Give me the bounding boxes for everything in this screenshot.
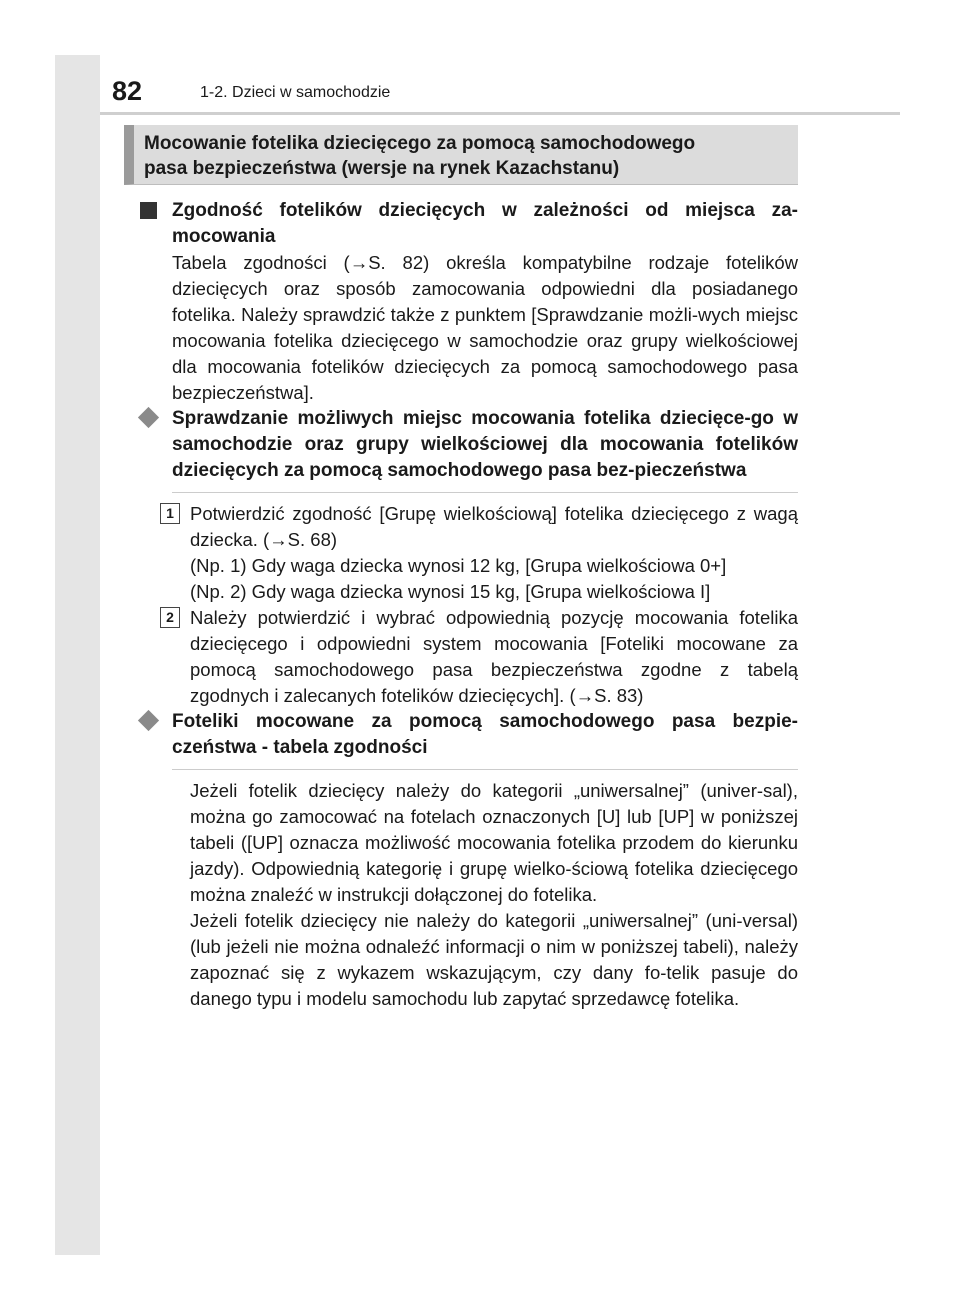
check-heading-text: Sprawdzanie możliwych miejsc mocowania fotelika dziecięce-go w samochodzie oraz grupy wielkościowej dla mocowania fotelików dziecięcych za pomocą samochodowego pasa bez-pieczeństwa — [172, 408, 798, 481]
section-title-line1: Mocowanie fotelika dziecięcego za pomocą samochodowego — [144, 133, 696, 154]
subsection-heading — [140, 198, 798, 250]
example-1: (Np. 1) Gdy waga dziecka wynosi 12 kg, [Grupa wielkościowa 0+] — [190, 555, 727, 576]
step-number-badge: 2 — [160, 607, 180, 628]
step-2 — [140, 605, 798, 709]
step-1 — [140, 501, 798, 553]
diamond-bullet-icon — [138, 407, 159, 428]
paragraph-non-universal: Jeżeli fotelik dziecięcy nie należy do kategorii „uniwersalnej” (uni-versal) (lub jeżeli nie można odnaleźć informacji o nim w poniższej tabeli), należy zapoznać się z wykazem wskazującym, czy dany fo-telik pasuje do danego typu i modelu samochodu lub zapytać sprzedawcę fotelika. — [190, 910, 798, 1009]
step-number-badge: 1 — [160, 503, 180, 524]
check-heading-rule — [172, 492, 798, 493]
step-text: Należy potwierdzić i wybrać odpowiednią pozycję mocowania fotelika dziecięcego i odpowiedni system mocowania [Foteliki mocowane za pomocą samochodowego pasa bezpieczeństwa zgodne z tabelą zgodnych i zalecanych fotelików dziecięcych]. (→S. 83) — [190, 607, 798, 706]
table-heading-rule — [172, 769, 798, 770]
square-bullet-icon — [140, 202, 157, 219]
page-number: 82 — [112, 76, 143, 106]
table-heading-text: Foteliki mocowane za pomocą samochodowego pasa bezpie-czeństwa - tabela zgodności — [172, 711, 798, 758]
subsection-title: Zgodność fotelików dziecięcych w zależności od miejsca za-mocowania — [172, 200, 798, 247]
page-side-strip — [55, 55, 100, 1255]
paragraph-universal: Jeżeli fotelik dziecięcy należy do kategorii „uniwersalnej” (univer-sal), można go zamocować na fotelach oznaczonych [U] lub [UP] w poniższej tabeli ([UP] oznacza możliwość mocowania fotelika przodem do kierunku jazdy). Odpowiednią kategorię i grupę wielko-ściową fotelika dziecięcego można znaleźć w instrukcji dołączonej do fotelika. — [190, 780, 798, 905]
page-content — [140, 198, 798, 1012]
check-heading — [140, 406, 798, 484]
section-title-box — [124, 125, 798, 185]
subsection-body: Tabela zgodności (→S. 82) określa kompatybilne rodzaje fotelików dziecięcych oraz sposób zamocowania odpowiedni dla posiadanego fotelika. Należy sprawdzić także z punktem [Sprawdzanie możli-wych miejsc mocowania fotelika dziecięcego w samochodzie oraz grupy wielkościowej dla mocowania fotelików dziecięcych za pomocą samochodowego pasa bezpieczeństwa]. — [172, 252, 798, 403]
header-divider — [100, 112, 900, 115]
example-2: (Np. 2) Gdy waga dziecka wynosi 15 kg, [Grupa wielkościowa I] — [190, 581, 711, 602]
step-text: Potwierdzić zgodność [Grupę wielkościową] fotelika dziecięcego z wagą dziecka. (→S. 68) — [190, 503, 798, 550]
section-title-line2: pasa bezpieczeństwa (wersje na rynek Kazachstanu) — [144, 158, 620, 179]
page-header — [100, 70, 900, 114]
chapter-title: 1-2. Dzieci w samochodzie — [200, 84, 391, 101]
table-heading — [140, 709, 798, 761]
diamond-bullet-icon — [138, 710, 159, 731]
